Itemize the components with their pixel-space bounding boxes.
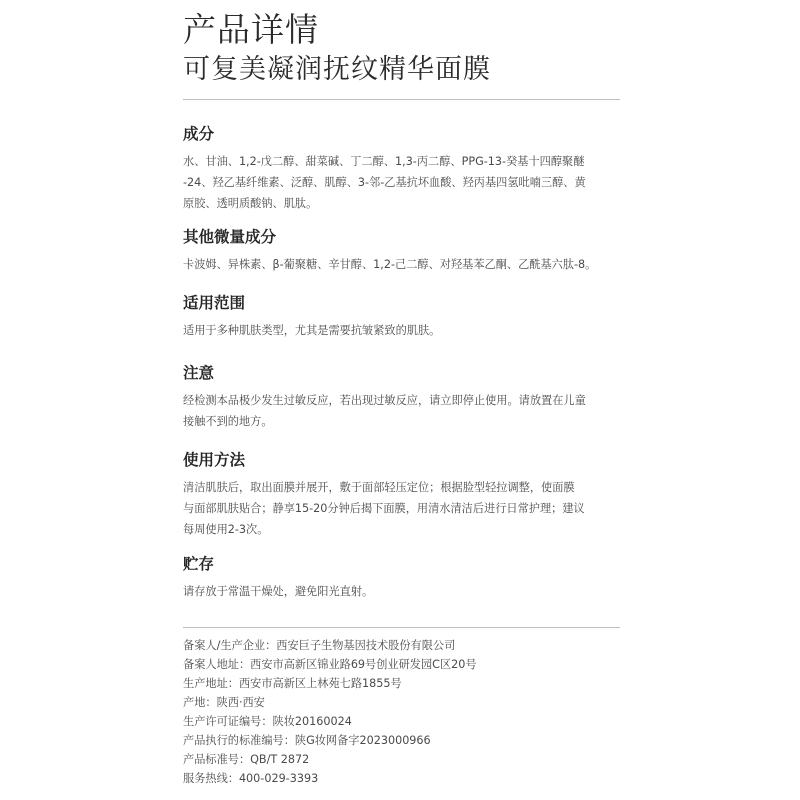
storage-section bbox=[183, 554, 623, 602]
minor-ingredients-section bbox=[183, 227, 623, 275]
minor-ingredients-heading: 其他微量成分 bbox=[183, 228, 277, 246]
ingredients-heading: 成分 bbox=[183, 125, 215, 143]
manufacturer-info bbox=[183, 636, 623, 788]
usage-line: 每周使用2-3次。 bbox=[183, 523, 269, 536]
caution-line: 经检测本品极少发生过敏反应，若出现过敏反应，请立即停止使用。请放置在儿童 bbox=[183, 394, 586, 407]
usage-heading: 使用方法 bbox=[183, 451, 246, 469]
bottom-divider bbox=[183, 627, 620, 628]
scope-heading: 适用范围 bbox=[183, 294, 246, 312]
ingredients-line: -24、羟乙基纤维素、泛醇、肌醇、3-邻-乙基抗坏血酸、羟丙基四氢吡喃三醇、黄 bbox=[183, 176, 586, 189]
caution-heading: 注意 bbox=[183, 364, 215, 382]
info-row-standard-filing: 产品执行的标准编号：陕G妆网备字2023000966 bbox=[183, 734, 431, 747]
usage-section bbox=[183, 450, 623, 540]
info-row-product-standard: 产品标准号：QB/T 2872 bbox=[183, 753, 310, 766]
usage-line: 清洁肌肤后，取出面膜并展开，敷于面部轻压定位；根据脸型轻拉调整，使面膜 bbox=[183, 481, 575, 494]
ingredients-line: 水、甘油、1,2-戊二醇、甜菜碱、丁二醇、1,3-丙二醇、PPG-13-癸基十四醇聚醚 bbox=[183, 155, 585, 168]
usage-line: 与面部肌肤贴合；静享15-20分钟后揭下面膜，用清水清洁后进行日常护理；建议 bbox=[183, 502, 585, 515]
info-row-filer: 备案人/生产企业：西安巨子生物基因技术股份有限公司 bbox=[183, 639, 456, 652]
info-row-production-address: 生产地址：西安市高新区上林苑七路1855号 bbox=[183, 677, 402, 690]
scope-line: 适用于多种肌肤类型，尤其是需要抗皱紧致的肌肤。 bbox=[183, 324, 441, 337]
info-row-hotline: 服务热线：400-029-3393 bbox=[183, 772, 319, 785]
storage-heading: 贮存 bbox=[183, 555, 215, 573]
caution-line: 接触不到的地方。 bbox=[183, 415, 273, 428]
info-row-filer-address: 备案人地址：西安市高新区锦业路69号创业研发园C区20号 bbox=[183, 658, 477, 671]
top-divider bbox=[183, 99, 620, 100]
info-row-license: 生产许可证编号：陕妆20160024 bbox=[183, 715, 352, 728]
scope-section bbox=[183, 293, 623, 341]
ingredients-line: 原胶、透明质酸钠、肌肽。 bbox=[183, 197, 318, 210]
storage-line: 请存放于常温干燥处，避免阳光直射。 bbox=[183, 585, 374, 598]
caution-section bbox=[183, 363, 623, 432]
ingredients-section bbox=[183, 124, 623, 214]
page-title: 产品详情 bbox=[183, 10, 319, 49]
info-row-origin: 产地：陕西·西安 bbox=[183, 696, 265, 709]
minor-ingredients-line: 卡波姆、异株素、β-葡聚糖、辛甘醇、1,2-己二醇、对羟基苯乙酮、乙酰基六肽-8。 bbox=[183, 258, 597, 271]
product-name: 可复美凝润抚纹精华面膜 bbox=[183, 54, 491, 85]
